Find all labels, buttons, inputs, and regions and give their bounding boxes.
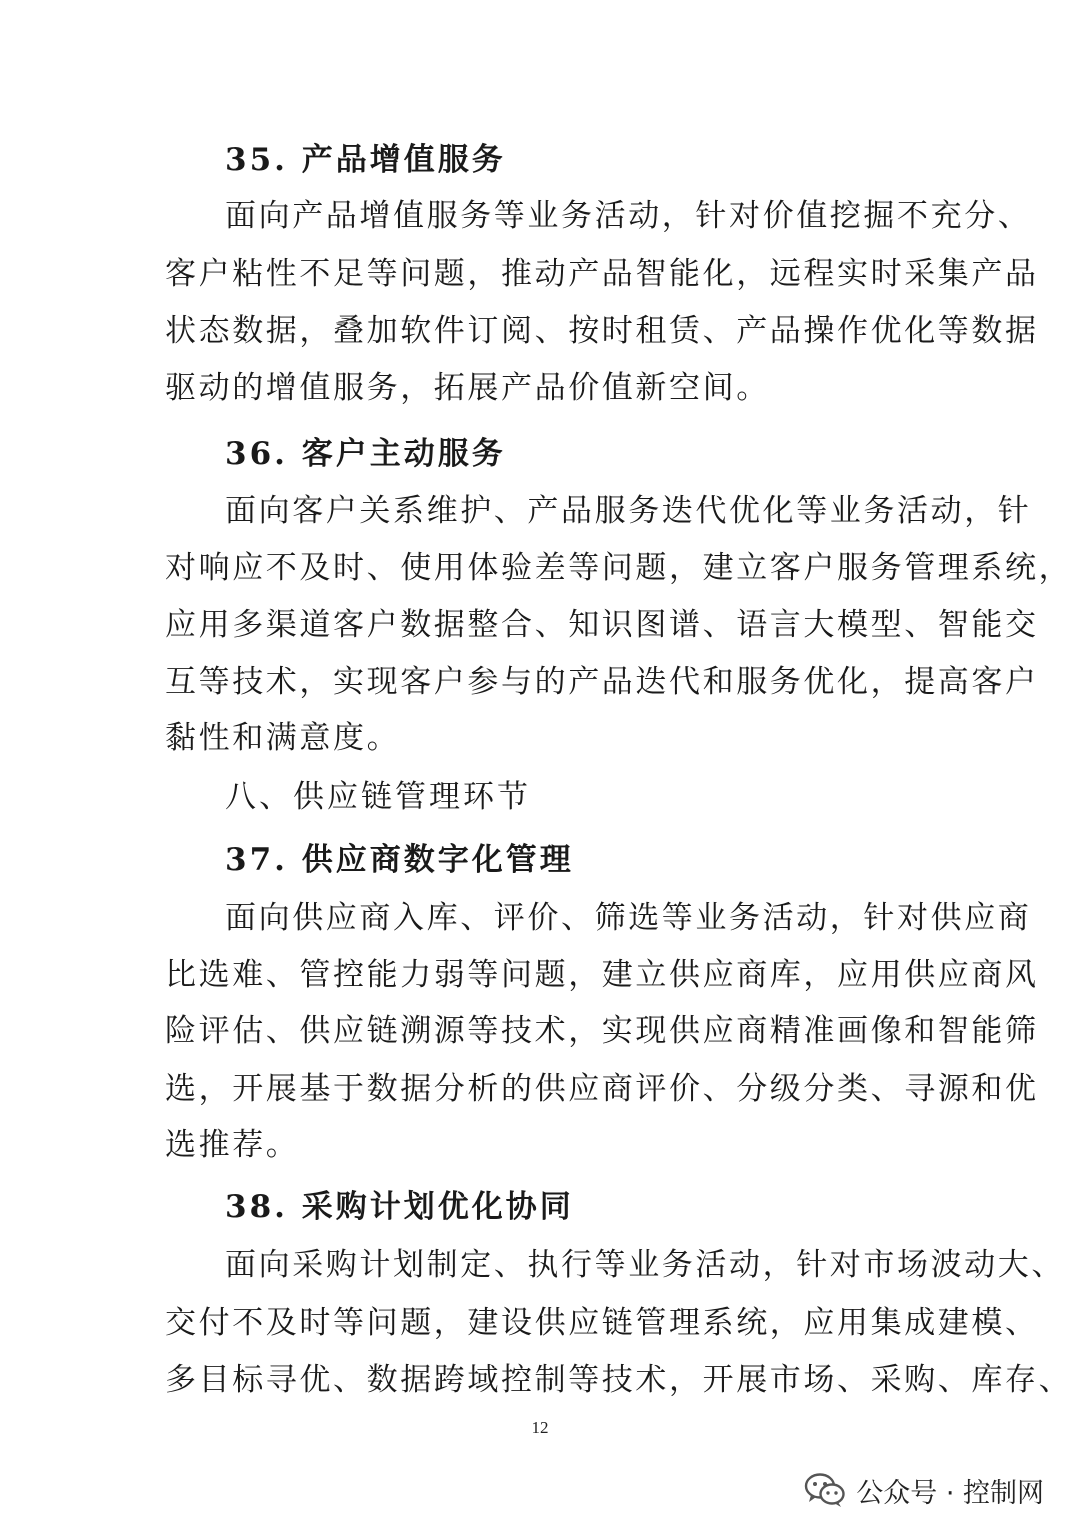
paragraph-line: 驱动的增值服务，拓展产品价值新空间。 <box>165 370 770 406</box>
page-number: 12 <box>531 1418 549 1437</box>
paragraph-line: 面向供应商入库、评价、筛选等业务活动，针对供应商 <box>225 900 1032 936</box>
watermark-text: 公众号 · 控制网 <box>856 1477 1044 1509</box>
paragraph-line: 险评估、供应链溯源等技术，实现供应商精准画像和智能筛 <box>165 1013 1039 1049</box>
paragraph-line: 状态数据，叠加软件订阅、按时租赁、产品操作优化等数据 <box>165 313 1039 349</box>
paragraph-line: 比选难、管控能力弱等问题，建立供应商库，应用供应商风 <box>165 957 1039 993</box>
paragraph-line: 黏性和满意度。 <box>165 720 401 756</box>
paragraph-line: 对响应不及时、使用体验差等问题，建立客户服务管理系统， <box>165 550 1073 586</box>
watermark <box>804 1470 1044 1510</box>
paragraph-line: 交付不及时等问题，建设供应链管理系统，应用集成建模、 <box>165 1305 1039 1341</box>
section-heading-8: 八、供应链管理环节 <box>225 779 531 815</box>
heading-36: 36. 客户主动服务 <box>225 436 506 472</box>
paragraph-line: 面向产品增值服务等业务活动，针对价值挖掘不充分、 <box>225 198 1032 234</box>
paragraph-line: 面向客户关系维护、产品服务迭代优化等业务活动，针 <box>225 493 1032 529</box>
heading-35: 35. 产品增值服务 <box>225 142 506 178</box>
paragraph-line: 面向采购计划制定、执行等业务活动，针对市场波动大、 <box>225 1247 1065 1283</box>
paragraph-line: 选推荐。 <box>165 1127 300 1163</box>
paragraph-line: 互等技术，实现客户参与的产品迭代和服务优化，提高客户 <box>165 664 1039 700</box>
paragraph-line: 选，开展基于数据分析的供应商评价、分级分类、寻源和优 <box>165 1071 1039 1107</box>
paragraph-line: 多目标寻优、数据跨域控制等技术，开展市场、采购、库存、 <box>165 1362 1073 1398</box>
heading-38: 38. 采购计划优化协同 <box>225 1189 574 1225</box>
wechat-icon <box>804 1472 846 1508</box>
paragraph-line: 应用多渠道客户数据整合、知识图谱、语言大模型、智能交 <box>165 607 1039 643</box>
heading-37: 37. 供应商数字化管理 <box>225 842 574 878</box>
paragraph-line: 客户粘性不足等问题，推动产品智能化，远程实时采集产品 <box>165 256 1039 292</box>
